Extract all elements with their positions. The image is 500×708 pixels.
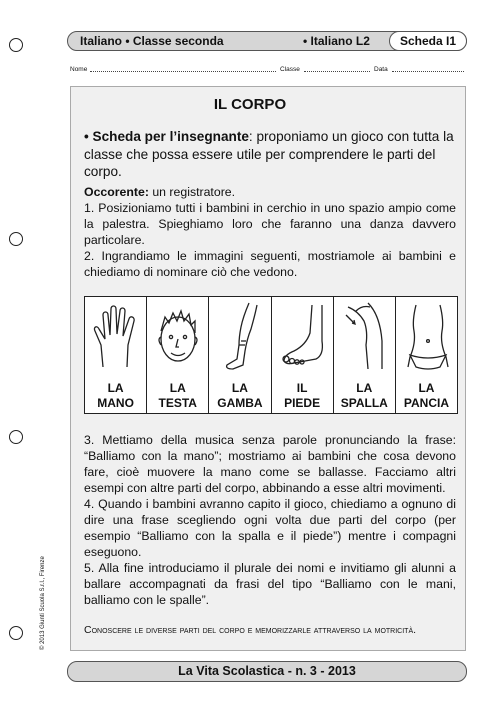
- class-label: Classe: [280, 66, 300, 73]
- step-paragraph: 2. Ingrandiamo le immagini seguenti, mostriamole ai bambini e chiediamo di nominare ciò che vedono.: [84, 249, 456, 279]
- copyright-notice: © 2013 Giunti Scuola S.r.l., Firenze: [40, 556, 46, 650]
- foot-icon: [276, 301, 330, 373]
- binder-hole: [9, 626, 23, 640]
- date-field[interactable]: [392, 71, 464, 72]
- subject-l2-label: • Italiano L2: [303, 34, 370, 48]
- body-part-cell: [147, 297, 209, 413]
- body-part-cell: [396, 297, 457, 413]
- part-label: MANO: [97, 396, 134, 410]
- body-part-cell: [85, 297, 147, 413]
- footer-bar: La Vita Scolastica - n. 3 - 2013: [67, 661, 467, 682]
- steps-second: [84, 432, 456, 608]
- intro-text: : proponiamo un gioco con tutta la classe che possa essere utile per comprendere le parti del corpo.: [84, 129, 454, 179]
- belly-icon: [400, 301, 454, 373]
- step-paragraph: 1. Posizioniamo tutti i bambini in cerchio in uno spazio ampio come la palestra. Spieghiamo loro che faranno una danza davvero particolare.: [84, 201, 456, 247]
- binder-hole: [9, 430, 23, 444]
- materials-label: Occorente:: [84, 185, 149, 199]
- part-label: PIEDE: [284, 396, 321, 410]
- part-label: PANCIA: [403, 396, 449, 410]
- body-part-cell: [272, 297, 334, 413]
- part-label: SPALLA: [340, 396, 388, 410]
- article-label: LA: [356, 381, 373, 395]
- date-label: Data: [374, 66, 388, 73]
- materials-text: un registratore.: [148, 185, 236, 199]
- class-field[interactable]: [304, 71, 370, 72]
- body-part-cell: [209, 297, 271, 413]
- step-paragraph: 4. Quando i bambini avranno capito il gioco, chiediamo a ognuno di dire una frase scegliendo ogni volta due parti del corpo (per esempio “Balliamo con la spalla e il piede”) mentre i compagni eseguono.: [84, 497, 456, 559]
- teacher-intro: [84, 128, 456, 181]
- name-label: Nome: [70, 66, 88, 73]
- name-field[interactable]: [90, 71, 276, 72]
- article-label: LA: [169, 381, 186, 395]
- article-label: LA: [107, 381, 124, 395]
- intro-bold: • Scheda per l’insegnante: [84, 129, 249, 144]
- article-label: LA: [231, 381, 248, 395]
- article-label: IL: [296, 381, 308, 395]
- leg-icon: [213, 301, 267, 373]
- worksheet-tab: Scheda I1: [389, 31, 467, 51]
- body-part-cell: [334, 297, 396, 413]
- materials: [84, 184, 456, 200]
- step-paragraph: 5. Alla fine introduciamo il plurale dei nomi e invitiamo gli alunni a ballare accompagnati da frasi del tipo “Balliamo con le mani, balliamo con le spalle”.: [84, 561, 456, 607]
- shoulder-icon: [338, 301, 392, 373]
- steps-first: [84, 200, 456, 280]
- article-label: LA: [418, 381, 435, 395]
- step-paragraph: 3. Mettiamo della musica senza parole pronunciando la frase: “Balliamo con la mano”; mostriamo ai bambini che cosa devono fare, cioè muovere la mano come se ballasse. Facciamo altri esempi con altre parti del corpo, abbinando a esse altri movimenti.: [84, 433, 456, 495]
- subject-class-label: Italiano • Classe seconda: [80, 34, 224, 48]
- page-title: IL CORPO: [213, 96, 287, 113]
- binder-hole: [9, 38, 23, 52]
- part-label: GAMBA: [217, 396, 263, 410]
- part-label: TESTA: [158, 396, 197, 410]
- header-bar: [67, 31, 467, 51]
- learning-objective: Conoscere le diverse parti del corpo e memorizzarle attraverso la motricità.: [84, 624, 417, 636]
- body-parts-table: [84, 296, 458, 414]
- hand-icon: [89, 301, 143, 373]
- head-icon: [151, 301, 205, 373]
- binder-hole: [9, 232, 23, 246]
